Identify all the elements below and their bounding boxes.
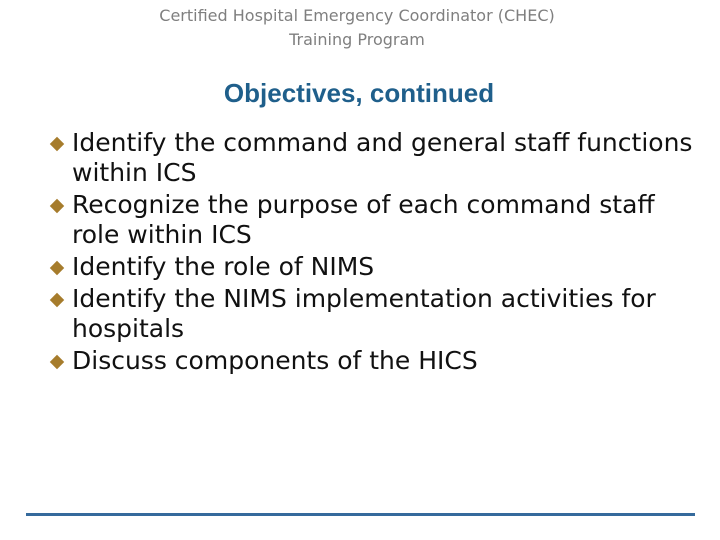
objectives-list xyxy=(48,128,708,378)
diamond-bullet-icon xyxy=(50,199,64,213)
objective-text: Discuss components of the HICS xyxy=(72,346,478,375)
diamond-bullet-icon xyxy=(50,355,64,369)
slide-title: Objectives, continued xyxy=(223,78,495,108)
footer-divider xyxy=(26,513,695,516)
diamond-bullet-icon xyxy=(50,137,64,151)
objective-item xyxy=(48,190,708,250)
objective-text: Recognize the purpose of each command staff role within ICS xyxy=(72,190,655,249)
header xyxy=(0,4,714,52)
objective-item xyxy=(48,252,708,282)
diamond-bullet-icon xyxy=(50,261,64,275)
objective-item xyxy=(48,346,708,376)
header-line-1: Certified Hospital Emergency Coordinator (CHEC) xyxy=(159,6,555,25)
header-line-2: Training Program xyxy=(289,30,425,49)
objective-item xyxy=(48,284,708,344)
objective-text: Identify the NIMS implementation activities for hospitals xyxy=(72,284,656,343)
objective-text: Identify the role of NIMS xyxy=(72,252,375,281)
objective-item xyxy=(48,128,708,188)
objective-text: Identify the command and general staff functions within ICS xyxy=(72,128,693,187)
diamond-bullet-icon xyxy=(50,293,64,307)
